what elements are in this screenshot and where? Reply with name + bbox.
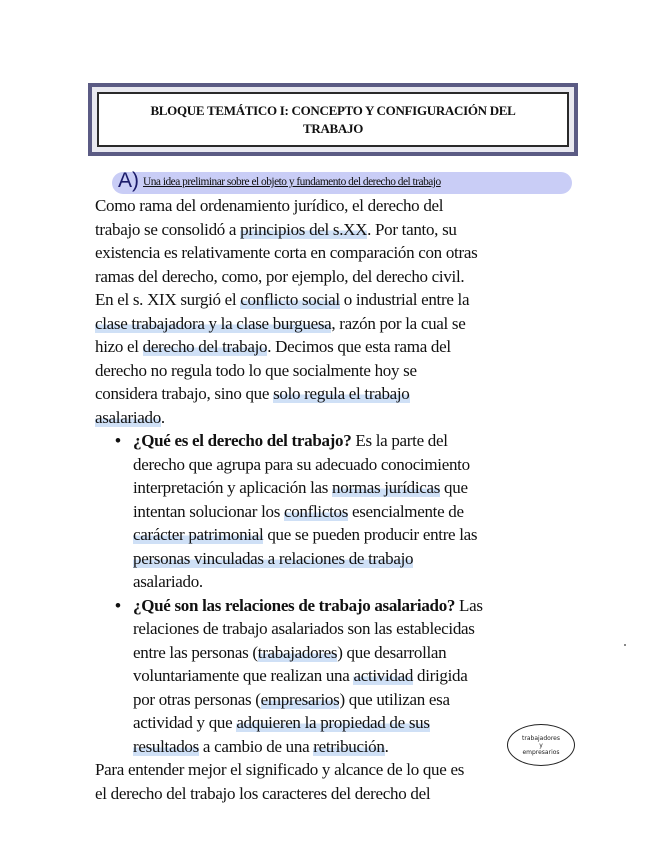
bullet-line <box>95 547 575 571</box>
text-run: trabajo se consolidó a <box>95 219 241 239</box>
handwritten-margin-note <box>507 724 575 766</box>
paragraph-line <box>95 194 575 218</box>
text-run: , razón por la cual se <box>331 313 466 333</box>
text-run: actividad y que <box>133 713 237 732</box>
bold-question: ¿Qué son las relaciones de trabajo asalariado? <box>133 595 456 615</box>
text-run: Las <box>455 595 483 615</box>
text-run: existencia es relativamente corta en comparación con otras <box>95 243 478 262</box>
paragraph-line <box>95 288 575 312</box>
highlighted-text: actividad <box>353 666 414 685</box>
bullet-line <box>95 523 575 547</box>
section-title: Una idea preliminar sobre el objeto y fundamento del derecho del trabajo <box>143 176 441 188</box>
paragraph-line <box>95 265 575 289</box>
text-run: ramas del derecho, como, por ejemplo, del derecho civil. <box>95 266 465 286</box>
text-run: esencialmente de <box>348 501 464 521</box>
paragraph-line <box>95 335 575 359</box>
text-run: relaciones de trabajo asalariados son las establecidas <box>133 619 475 638</box>
text-run: por otras personas ( <box>133 689 261 709</box>
text-run: que <box>440 478 468 497</box>
text-run: interpretación y aplicación las <box>133 478 333 497</box>
bullet-line <box>95 664 575 688</box>
document-title <box>113 102 553 138</box>
closing-line <box>95 782 575 806</box>
title-inner-frame <box>97 92 569 147</box>
section-letter: A) <box>118 169 139 192</box>
bullet-line <box>95 570 575 594</box>
bullet-line <box>95 641 575 665</box>
text-run: Para entender mejor el significado y alcance de lo que es <box>95 760 465 779</box>
text-run: intentan solucionar los <box>133 501 284 521</box>
bullet-line <box>95 594 575 618</box>
bullet-line <box>95 476 575 500</box>
text-run: derecho no regula todo lo que socialmente hoy se <box>95 360 417 380</box>
bullet-line <box>95 688 575 712</box>
text-run: considera trabajo, sino que <box>95 384 274 403</box>
text-run: ) que desarrollan <box>337 642 447 662</box>
text-run: dirigida <box>413 666 468 685</box>
closing-line <box>95 758 575 782</box>
text-run: Es la parte del <box>351 431 448 450</box>
bullet-line <box>95 617 575 641</box>
highlighted-text: empresarios <box>260 689 340 709</box>
text-run: que se pueden producir entre las <box>263 525 478 544</box>
highlighted-text: resultados <box>133 736 199 756</box>
highlighted-text: conflictos <box>283 501 349 521</box>
section-a-heading <box>112 169 572 194</box>
highlighted-text: solo regula el trabajo <box>273 384 410 403</box>
text-run: . <box>384 736 389 756</box>
paragraph-line <box>95 359 575 383</box>
text-run: el derecho del trabajo los caracteres del derecho del <box>95 783 431 803</box>
bullet-line <box>95 429 575 453</box>
margin-note-line-2: y <box>539 741 543 749</box>
highlighted-text: adquieren la propiedad de sus <box>236 713 430 732</box>
highlighted-text: clase trabajadora y la clase burguesa <box>95 313 332 333</box>
bullet-line <box>95 500 575 524</box>
text-run: entre las personas ( <box>133 642 258 662</box>
highlighted-text: normas jurídicas <box>332 478 441 497</box>
title-line-2: TRABAJO <box>302 120 364 136</box>
bullet-line <box>95 735 575 759</box>
highlighted-text: personas vinculadas a relaciones de trabajo <box>133 548 414 568</box>
bold-question: ¿Qué es el derecho del trabajo? <box>133 431 352 450</box>
paragraph-line <box>95 312 575 336</box>
text-run: ) que utilizan esa <box>339 689 450 709</box>
paragraph-line <box>95 382 575 406</box>
highlighted-text: conflicto social <box>240 290 340 309</box>
text-run: asalariado. <box>133 572 203 591</box>
stray-mark <box>624 644 626 646</box>
paragraph-line <box>95 218 575 242</box>
text-run: a cambio de una <box>198 736 314 756</box>
paragraph-line <box>95 406 575 430</box>
text-run: Como rama del ordenamiento jurídico, el derecho del <box>95 196 444 215</box>
text-run: En el s. XIX surgió el <box>95 290 241 309</box>
text-run: o industrial entre la <box>339 290 470 309</box>
highlighted-text: principios del s.XX <box>240 219 368 239</box>
bullet-line <box>95 711 575 735</box>
margin-note-line-1: trabajadores <box>522 734 560 742</box>
text-run: . <box>160 407 165 427</box>
title-line-1: BLOQUE TEMÁTICO I: CONCEPTO Y CONFIGURACIÓN DEL <box>150 102 516 118</box>
text-run: voluntariamente que realizan una <box>133 666 354 685</box>
highlighted-text: trabajadores <box>257 642 338 662</box>
text-run: hizo el <box>95 337 143 356</box>
margin-note-line-3: empresarios <box>522 748 560 756</box>
text-run: derecho que agrupa para su adecuado conocimiento <box>133 454 470 474</box>
highlighted-text: carácter patrimonial <box>133 525 264 544</box>
bullet-line <box>95 453 575 477</box>
title-frame <box>88 83 578 156</box>
highlighted-text: asalariado <box>95 407 161 427</box>
highlighted-text: retribución <box>313 736 385 756</box>
body-text <box>95 194 575 805</box>
bullet-marker: • <box>115 595 121 615</box>
text-run: . Decimos que esta rama del <box>267 337 451 356</box>
bullet-marker: • <box>115 431 121 450</box>
text-run: . Por tanto, su <box>367 219 457 239</box>
highlighted-text: derecho del trabajo <box>142 337 268 356</box>
paragraph-line <box>95 241 575 265</box>
